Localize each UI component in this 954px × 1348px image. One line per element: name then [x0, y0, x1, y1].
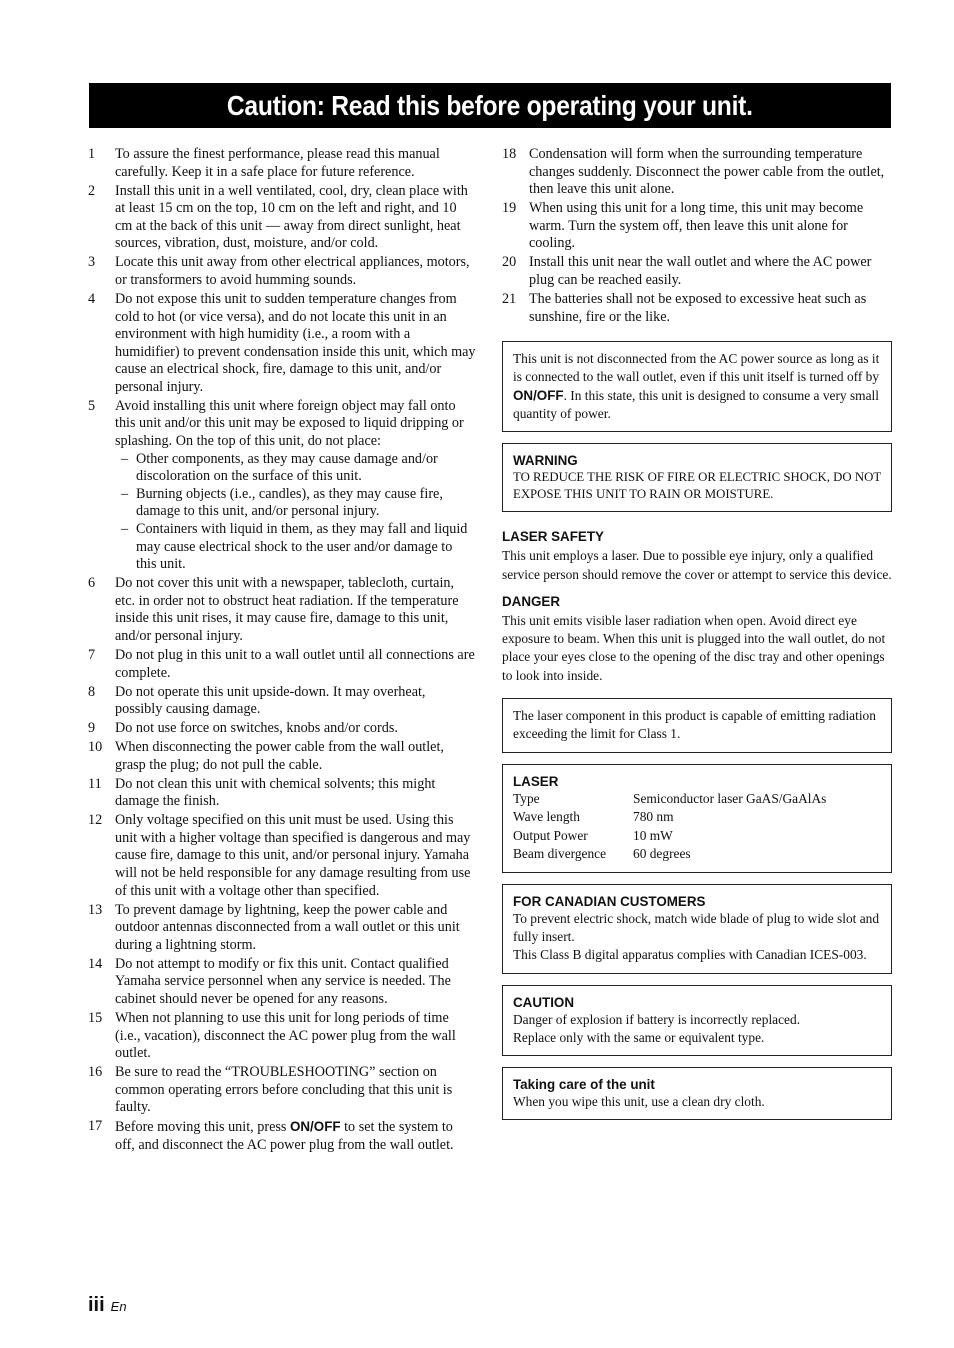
list-item: [88, 183, 476, 253]
item-text: Do not expose this unit to sudden temperature changes from cold to hot (or vice versa), and do not locate this unit in an environment with high humidity (i.e., a room with a humidifier) to prevent condensation inside this unit, which may cause an electrical shock, fire, damage to this unit, and/or personal injury.: [115, 290, 476, 395]
list-item: [88, 647, 476, 682]
item-number: 16: [88, 1064, 103, 1081]
list-item: [88, 1064, 476, 1117]
list-item: [88, 812, 476, 900]
item-text: Do not plug in this unit to a wall outlet until all connections are complete.: [115, 646, 475, 681]
item-number: 8: [88, 683, 96, 700]
item-number: 20: [502, 254, 517, 271]
item-text: Do not cover this unit with a newspaper, tablecloth, curtain, etc. in order not to obstruct heat radiation. If the temperature inside this unit rises, it may cause fire, damage to this unit, and/or personal injury.: [115, 575, 459, 644]
laser-row: Type Semiconductor laser GaAS/GaAlAs: [513, 790, 827, 806]
caution-list-left: [88, 146, 476, 1155]
language-code: En: [110, 1299, 127, 1314]
item-text: Avoid installing this unit where foreign object may fall onto this unit and/or this unit may be exposed to liquid dripping or splashing. On the top of this unit, do not place:: [115, 397, 464, 450]
caution-list-right: [502, 146, 892, 326]
item-number: 14: [88, 955, 103, 972]
warning-text: TO REDUCE THE RISK OF FIRE OR ELECTRIC SHOCK, DO NOT EXPOSE THIS UNIT TO RAIN OR MOISTURE.: [513, 470, 881, 502]
item-number: 4: [88, 290, 96, 307]
item-number: 9: [88, 720, 96, 737]
list-item: [502, 254, 892, 289]
page-title: Caution: Read this before operating your unit.: [227, 89, 753, 121]
item-number: 19: [502, 200, 517, 217]
list-item: [502, 146, 892, 199]
title-banner: [89, 83, 891, 128]
item-text: When disconnecting the power cable from the wall outlet, grasp the plug; do not pull the cable.: [115, 739, 444, 773]
laser-spec-table: [513, 790, 826, 864]
laser-class-text: The laser component in this product is capable of emitting radiation exceeding the limit for Class 1.: [513, 708, 876, 742]
sub-list-item: – Containers with liquid in them, as they may fall and liquid may cause electrical shock to the user and/or damage to this unit.: [121, 521, 468, 573]
item-text: The batteries shall not be exposed to excessive heat such as sunshine, fire or the like.: [529, 290, 867, 325]
warning-box: [502, 443, 892, 512]
list-item: [88, 575, 476, 645]
item-text: Do not operate this unit upside-down. It may overheat, possibly causing damage.: [115, 683, 426, 718]
item-number: 15: [88, 1009, 103, 1026]
item-number: 3: [88, 254, 96, 271]
item-number: 18: [502, 146, 517, 162]
item-text: To prevent damage by lightning, keep the power cable and outdoor antennas disconnected from a wall outlet or this unit during a lightning storm.: [115, 901, 460, 953]
laser-safety-text: This unit employs a laser. Due to possible eye injury, only a qualified service person should remove the cover or attempt to service this device.: [502, 548, 892, 582]
list-item: [88, 291, 476, 397]
list-item: [88, 902, 476, 955]
sub-list: [115, 451, 476, 574]
warning-title: WARNING: [513, 453, 578, 469]
item-text: Do not attempt to modify or fix this unit. Contact qualified Yamaha service personnel when any service is needed. The cabinet should never be opened for any reasons.: [115, 955, 451, 1007]
care-box: [502, 1067, 892, 1120]
laser-safety-title: LASER SAFETY: [502, 529, 604, 545]
canadian-title: FOR CANADIAN CUSTOMERS: [513, 893, 706, 909]
canadian-line-1: To prevent electric shock, match wide blade of plug to wide slot and fully insert.: [513, 910, 880, 944]
list-item: [502, 200, 892, 253]
item-text: When not planning to use this unit for long periods of time (i.e., vacation), disconnect the AC power plug from the wall outlet.: [115, 1009, 456, 1062]
list-item: [88, 398, 476, 574]
dash-bullet: –: [121, 521, 129, 538]
dash-bullet: –: [121, 450, 129, 467]
item-number: 11: [88, 775, 102, 792]
on-off-key: ON/OFF: [513, 387, 564, 403]
care-title: Taking care of the unit: [513, 1077, 655, 1093]
canadian-box: [502, 884, 892, 974]
list-item: [88, 254, 476, 289]
sub-list-item: – Burning objects (i.e., candles), as they may cause fire, damage to this unit, and/or personal injury.: [121, 485, 443, 520]
item-text: Be sure to read the “TROUBLESHOOTING” section on common operating errors before concluding that this unit is faulty.: [115, 1064, 453, 1116]
laser-title: LASER: [513, 773, 559, 789]
list-item: [88, 146, 476, 181]
list-item: [502, 291, 892, 326]
on-off-key: ON/OFF: [289, 1119, 341, 1135]
canadian-line-2: This Class B digital apparatus complies with Canadian ICES-003.: [513, 947, 867, 963]
item-number: 2: [88, 182, 96, 199]
item-text: Condensation will form when the surrounding temperature changes suddenly. Disconnect the power cable from the outlet, then leave this unit alone.: [529, 146, 885, 198]
caution-line-2: Replace only with the same or equivalent type.: [513, 1029, 765, 1045]
item-number: 1: [88, 146, 96, 162]
care-text: When you wipe this unit, use a clean dry cloth.: [513, 1094, 765, 1110]
item-text: Do not clean this unit with chemical solvents; this might damage the finish.: [115, 775, 436, 810]
item-number: 17: [88, 1118, 103, 1135]
page-number: iii: [88, 1294, 105, 1316]
list-item: [88, 956, 476, 1009]
caution-line-1: Danger of explosion if battery is incorrectly replaced.: [513, 1011, 801, 1027]
item-text: To assure the finest performance, please read this manual carefully. Keep it in a safe place for future reference.: [115, 146, 440, 180]
power-note-box: This unit is not disconnected from the AC power source as long as it is connected to the wall outlet, even if this unit itself is turned off by ON/OFF. In this state, this unit is designed to consume a very small quantity of power.: [502, 341, 892, 432]
laser-class-box: [502, 698, 892, 753]
caution-box: [502, 985, 892, 1057]
item-text: Do not use force on switches, knobs and/or cords.: [115, 720, 398, 737]
list-item: [88, 720, 476, 738]
item-number: 5: [88, 397, 96, 414]
left-column: [88, 146, 476, 1156]
item-number: 12: [88, 812, 103, 829]
item-text: When using this unit for a long time, this unit may become warm. Turn the system off, then leave this unit alone for cooling.: [529, 200, 864, 252]
list-item: [88, 739, 476, 774]
item-text: Before moving this unit, press ON/OFF to set the system to off, and disconnect the AC power plug from the wall outlet.: [115, 1119, 454, 1153]
danger-title: DANGER: [502, 593, 561, 609]
item-number: 10: [88, 739, 103, 756]
laser-row: Beam divergence 60 degrees: [513, 846, 691, 862]
item-text: Install this unit in a well ventilated, cool, dry, clean place with at least 15 cm on the top, 10 cm on the left and right, and 10 cm at the back of this unit — away from direct sunlight, heat sources, vibration, dust, moisture, and/or cold.: [115, 182, 468, 252]
item-text: Install this unit near the wall outlet and where the AC power plug can be reached easily.: [529, 254, 872, 288]
list-item: [88, 776, 476, 811]
dash-bullet: –: [121, 485, 129, 502]
page-footer: [88, 1294, 127, 1317]
list-item: [88, 684, 476, 719]
right-column: [502, 146, 892, 1120]
item-number: 6: [88, 575, 96, 592]
item-text: Locate this unit away from other electrical appliances, motors, or transformers to avoid humming sounds.: [115, 254, 470, 288]
danger-text: This unit emits visible laser radiation when open. Avoid direct eye exposure to beam. When this unit is plugged into the wall outlet, do not place your eyes close to the opening of the disc tray and other openings to look into inside.: [502, 612, 886, 683]
item-text: Only voltage specified on this unit must be used. Using this unit with a higher voltage than specified is dangerous and may cause fire, damage to this unit, and/or personal injury. Yamaha will not be held responsible for any damage resulting from use of this unit with a voltage other than specified.: [115, 812, 471, 899]
laser-row: Wave length 780 nm: [513, 809, 674, 825]
caution-title: CAUTION: [513, 994, 574, 1010]
laser-spec-box: [502, 764, 892, 873]
item-number: 13: [88, 901, 103, 918]
item-number: 21: [502, 290, 517, 307]
sub-list-item: – Other components, as they may cause damage and/or discoloration on the surface of this unit.: [121, 450, 438, 485]
laser-row: Output Power 10 mW: [513, 827, 673, 843]
item-number: 7: [88, 646, 96, 663]
list-item: [88, 1118, 476, 1154]
list-item: [88, 1010, 476, 1063]
